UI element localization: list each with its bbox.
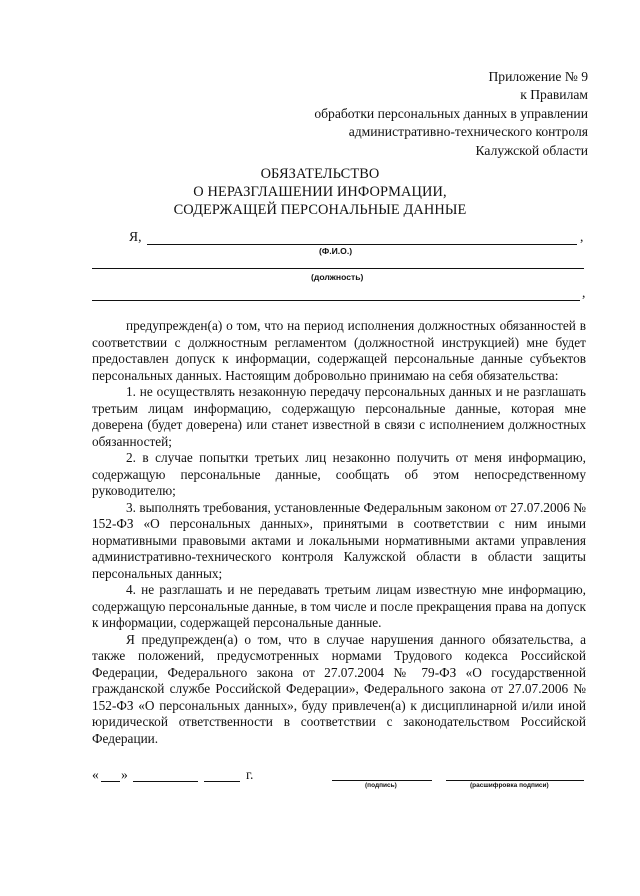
liability-warning: Я предупрежден(а) о том, что в случае нарушения данного обязательства, а также положений, предусмотренных нормами Трудового кодекса Российской Федерации, Федерального закона от 27.07.2004 № 79-ФЗ «О государственной гражданской службе Российской Федерации», Федерального закона от 27.07.2006 № 152-ФЗ «О персональных данных», буду привлечен(а) к дисциплинарной и/или иной юридической ответственности в соответствии с законодательством Российской Федерации. bbox=[92, 631, 586, 746]
date-year-line bbox=[204, 781, 240, 782]
date-close-quote: » bbox=[121, 767, 128, 782]
document-title bbox=[0, 165, 640, 219]
signature-caption: (подпись) bbox=[365, 782, 397, 789]
appendix-line-4: административно-технического контроля bbox=[348, 124, 588, 140]
date-open-quote: « bbox=[92, 767, 99, 782]
document-body bbox=[92, 318, 586, 747]
decoding-caption: (расшифровка подписи) bbox=[470, 782, 549, 789]
obligation-item-2: 2. в случае попытки третьих лиц незаконно получить от меня информацию, содержащую персональные данные, сообщать об этом непосредственному руководителю; bbox=[92, 450, 586, 498]
fio-comma: , bbox=[580, 229, 584, 244]
obligation-item-3: 3. выполнять требования, установленные Федеральным законом от 27.07.2006 № 152-ФЗ «О персональных данных», принятыми в соответствии с ним иными нормативными правовыми актами и локальными нормативными актами управления административно-технического контроля Калужской области в области защиты персональных данных; bbox=[92, 499, 586, 581]
fio-line bbox=[147, 244, 577, 245]
obligation-item-1: 1. не осуществлять незаконную передачу персональных данных и не разглашать третьим лицам информацию, содержащую персональные данные, которая мне доверена (будет доверена) или станет известной в связи с исполнением должностных обязанностей; bbox=[92, 384, 586, 449]
extra-line bbox=[92, 300, 580, 301]
appendix-line-5: Калужской области bbox=[475, 142, 588, 158]
title-line-1: ОБЯЗАТЕЛЬСТВО bbox=[260, 166, 380, 182]
ya-label: Я, bbox=[129, 229, 142, 244]
extra-comma: , bbox=[582, 285, 586, 300]
signature-line bbox=[332, 780, 432, 781]
date-month-line bbox=[133, 781, 198, 782]
position-caption: (должность) bbox=[311, 272, 364, 282]
fio-caption: (Ф.И.О.) bbox=[319, 246, 353, 256]
body-intro: предупрежден(а) о том, что на период исполнения должностных обязанностей в соответствии с должностным регламентом (должностной инструкцией) мне будет предоставлен допуск к информации, содержащей персональные данные субъектов персональных данных. Настоящим добровольно принимаю на себя обязательства: bbox=[92, 318, 586, 383]
obligation-item-4: 4. не разглашать и не передавать третьим лицам известную мне информацию, содержащую персональные данные, в том числе и после прекращения права на допуск к информации, содержащей персональные данные. bbox=[92, 582, 586, 630]
date-day-line bbox=[101, 781, 120, 782]
appendix-line-2: к Правилам bbox=[520, 87, 588, 103]
appendix-line-3: обработки персональных данных в управлении bbox=[314, 105, 588, 121]
appendix-line-1: Приложение № 9 bbox=[488, 69, 588, 84]
appendix-header bbox=[314, 68, 588, 160]
signature-decoding-line bbox=[446, 780, 584, 781]
position-line bbox=[92, 268, 584, 269]
title-line-2: О НЕРАЗГЛАШЕНИИ ИНФОРМАЦИИ, bbox=[193, 184, 447, 200]
title-line-3: СОДЕРЖАЩЕЙ ПЕРСОНАЛЬНЫЕ ДАННЫЕ bbox=[173, 202, 467, 218]
year-suffix: г. bbox=[246, 767, 254, 782]
